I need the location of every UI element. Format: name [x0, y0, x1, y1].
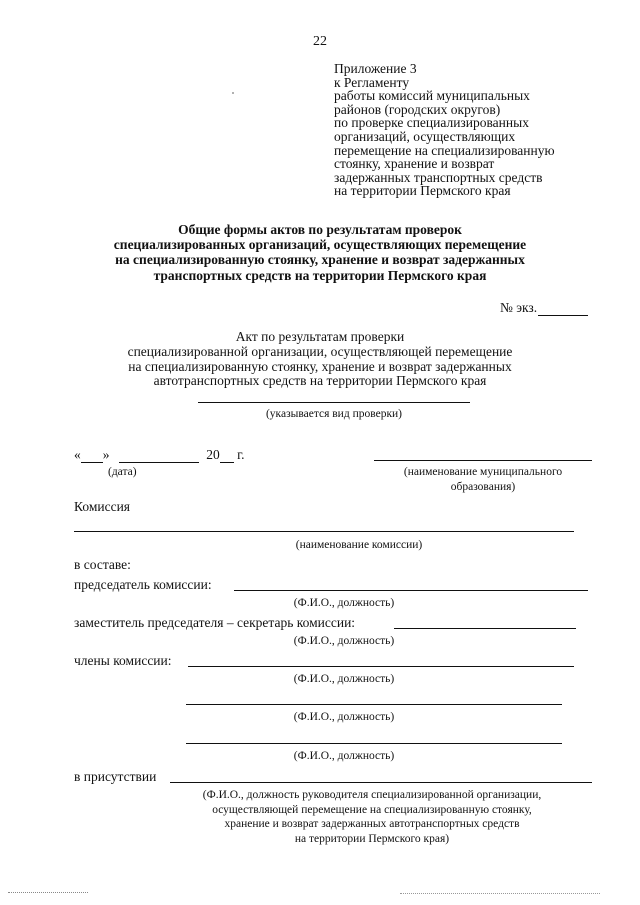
inspection-type-caption: (указывается вид проверки): [265, 408, 403, 420]
deputy-label: заместитель председателя – секретарь комиссии:: [74, 615, 356, 630]
appendix-line: по проверке специализированных: [334, 115, 529, 131]
presence-caption-line: (Ф.И.О., должность руководителя специализированной организации,: [202, 789, 542, 801]
presence-caption-line: хранение и возврат задержанных автотранспортных средств: [224, 818, 520, 831]
document-heading: [60, 222, 580, 283]
member-field-2[interactable]: [186, 704, 562, 705]
act-title: [60, 330, 580, 389]
act-title-line: специализированной организации, осуществляющей перемещение: [127, 343, 513, 359]
commission-label: Комиссия: [74, 499, 131, 514]
commission-name-field[interactable]: [74, 531, 574, 532]
copy-number: [500, 300, 588, 316]
appendix-line: Приложение 3: [334, 61, 417, 76]
act-title-line: на специализированную стоянку, хранение и возврат задержанных: [128, 358, 512, 374]
appendix-line: районов (городских округов): [334, 101, 501, 117]
scan-artifact: [400, 893, 600, 894]
copy-number-field[interactable]: [538, 315, 588, 316]
appendix-line: стоянку, хранение и возврат: [334, 156, 495, 172]
act-title-line: автотранспортных средств на территории Пермского края: [153, 373, 487, 389]
close-quote: »: [102, 447, 110, 462]
chairman-label: председатель комиссии:: [74, 577, 212, 592]
appendix-line: к Регламенту: [334, 74, 410, 90]
member-caption-1: (Ф.И.О., должность): [293, 673, 395, 685]
deputy-field[interactable]: [394, 628, 576, 629]
member-field-3[interactable]: [186, 743, 562, 744]
composition-label: в составе:: [74, 557, 131, 572]
month-field[interactable]: [119, 450, 199, 463]
presence-caption: [170, 788, 574, 846]
municipality-caption-2: образования): [450, 481, 516, 493]
year-field[interactable]: [220, 450, 234, 463]
presence-caption-line: осуществляющей перемещение на специализированную стоянку,: [212, 803, 532, 816]
appendix-line: задержанных транспортных средств: [334, 169, 543, 185]
appendix-line: перемещение на специализированную: [334, 142, 555, 158]
act-title-line: Акт по результатам проверки: [235, 329, 405, 344]
deputy-caption: (Ф.И.О., должность): [293, 635, 395, 647]
inspection-type-field[interactable]: [198, 402, 470, 403]
chairman-caption: (Ф.И.О., должность): [293, 597, 395, 609]
heading-line: на специализированную стоянку, хранение и возврат задержанных: [115, 252, 525, 268]
appendix-line: работы комиссий муниципальных: [334, 88, 530, 104]
presence-field[interactable]: [170, 782, 592, 783]
commission-caption: (наименование комиссии): [295, 539, 423, 551]
scan-artifact: [8, 892, 88, 893]
appendix-block: [334, 62, 555, 198]
scan-speck: [232, 92, 234, 94]
appendix-line: на территории Пермского края: [334, 183, 511, 199]
date-row: [74, 447, 245, 463]
copy-number-label: № экз.: [500, 300, 538, 315]
chairman-field[interactable]: [234, 590, 588, 591]
page-number: 22: [313, 34, 327, 49]
heading-line: Общие формы актов по результатам проверок: [178, 222, 462, 237]
municipality-field[interactable]: [374, 460, 592, 461]
day-field[interactable]: [81, 450, 103, 463]
appendix-line: организаций, осуществляющих: [334, 128, 516, 144]
year-suffix: г.: [237, 447, 245, 462]
heading-line: специализированных организаций, осуществляющих перемещение: [113, 237, 527, 253]
member-field-1[interactable]: [188, 666, 574, 667]
presence-label: в присутствии: [74, 769, 157, 784]
presence-caption-line: на территории Пермского края): [294, 832, 450, 845]
municipality-caption-1: (наименование муниципального: [403, 466, 563, 478]
heading-line: транспортных средств на территории Пермского края: [153, 267, 487, 283]
date-caption: (дата): [108, 466, 137, 478]
year-prefix: 20: [206, 447, 220, 462]
member-caption-2: (Ф.И.О., должность): [293, 711, 395, 723]
open-quote: «: [74, 447, 81, 462]
member-caption-3: (Ф.И.О., должность): [293, 750, 395, 762]
members-label: члены комиссии:: [74, 653, 172, 668]
